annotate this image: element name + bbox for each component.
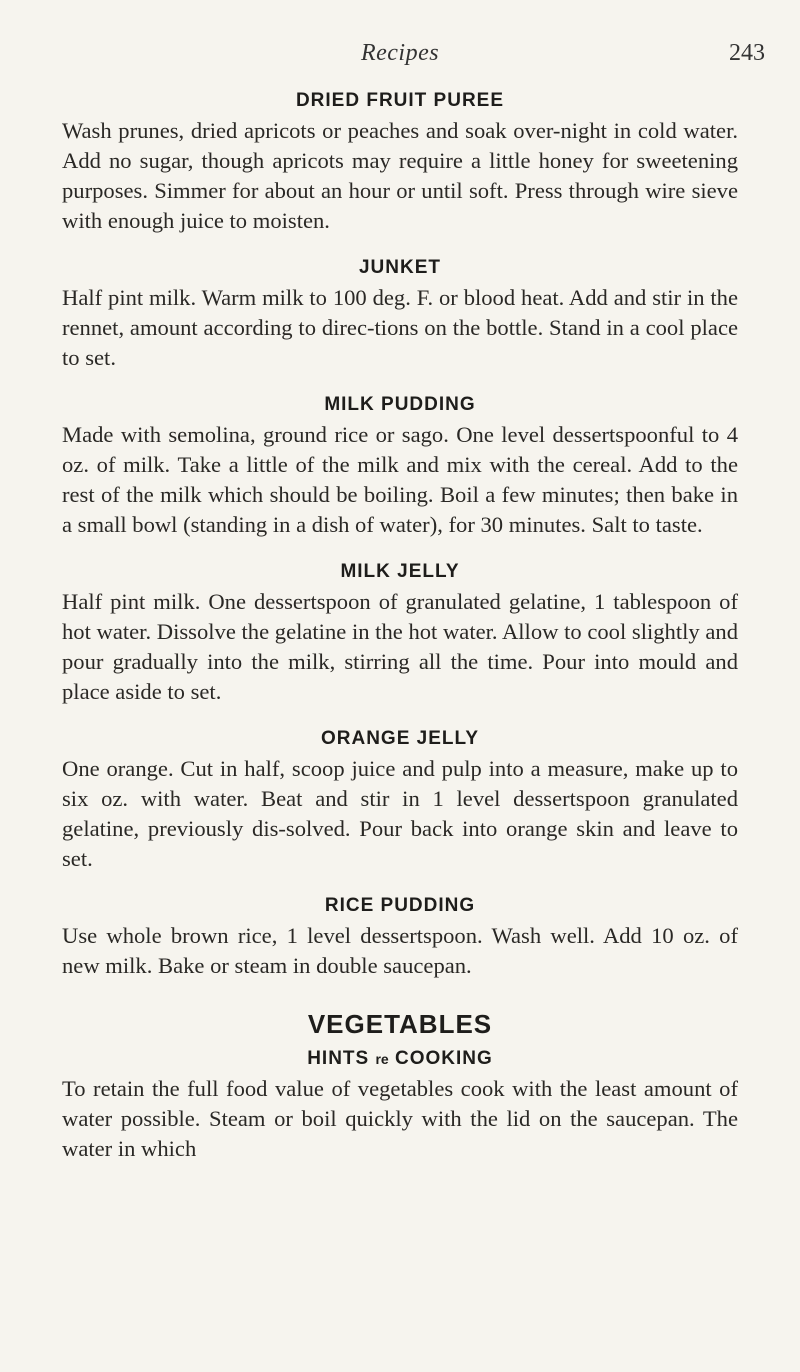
recipe-heading: DRIED FRUIT PUREE: [295, 90, 505, 111]
subheading-part: COOKING: [388, 1048, 493, 1069]
running-head: [0, 40, 800, 80]
chapter-title: VEGETABLES: [307, 1009, 493, 1039]
recipe-text: One orange. Cut in half, scoop juice and pulp into a measure, make up to six oz. with water. Beat and stir in 1 level dessertspoon granulated gelatine, previously dis-solved. Pour back into orange skin and leave to set.: [62, 756, 738, 871]
subheading-part: HINTS: [307, 1048, 376, 1069]
recipe-orange-jelly: [62, 728, 738, 874]
recipe-text: Half pint milk. Warm milk to 100 deg. F. or blood heat. Add and stir in the rennet, amount according to direc-tions on the bottle. Stand in a cool place to set.: [62, 285, 738, 370]
subheading-re: re: [375, 1051, 389, 1067]
recipe-milk-pudding: [62, 394, 738, 540]
chapter-text: To retain the full food value of vegetables cook with the least amount of water possible. Steam or boil quickly with the lid on the saucepan. The water in which: [62, 1076, 738, 1161]
recipe-text: Use whole brown rice, 1 level dessertspoon. Wash well. Add 10 oz. of new milk. Bake or steam in double saucepan.: [62, 923, 738, 978]
chapter-subheading: [62, 1048, 738, 1070]
recipe-dried-fruit-puree: [62, 90, 738, 236]
recipe-text: Half pint milk. One dessertspoon of granulated gelatine, 1 tablespoon of hot water. Dissolve the gelatine in the hot water. Allow to cool slightly and pour gradually into the milk, stirring all the time. Pour into mould and place aside to set.: [62, 589, 738, 704]
recipe-rice-pudding: [62, 895, 738, 981]
page-content: [62, 90, 738, 1185]
recipe-heading: MILK PUDDING: [324, 394, 476, 415]
recipe-junket: [62, 257, 738, 373]
recipe-heading: RICE PUDDING: [324, 895, 476, 916]
recipe-milk-jelly: [62, 561, 738, 707]
recipe-text: Wash prunes, dried apricots or peaches and soak over-night in cold water. Add no sugar, though apricots may require a little honey for sweetening purposes. Simmer for about an hour or until soft. Press through wire sieve with enough juice to moisten.: [62, 118, 738, 233]
recipe-heading: JUNKET: [358, 257, 441, 278]
recipe-heading: MILK JELLY: [340, 561, 460, 582]
running-title: Recipes: [360, 40, 440, 66]
recipe-heading: ORANGE JELLY: [320, 728, 480, 749]
recipe-text: Made with semolina, ground rice or sago. One level dessertspoonful to 4 oz. of milk. Take a little of the milk and mix with the cereal. Add to the rest of the milk which should be boiling. Boil a few minutes; then bake in a small bowl (standing in a dish of water), for 30 minutes. Salt to taste.: [62, 422, 738, 537]
page-number: 243: [729, 40, 765, 66]
